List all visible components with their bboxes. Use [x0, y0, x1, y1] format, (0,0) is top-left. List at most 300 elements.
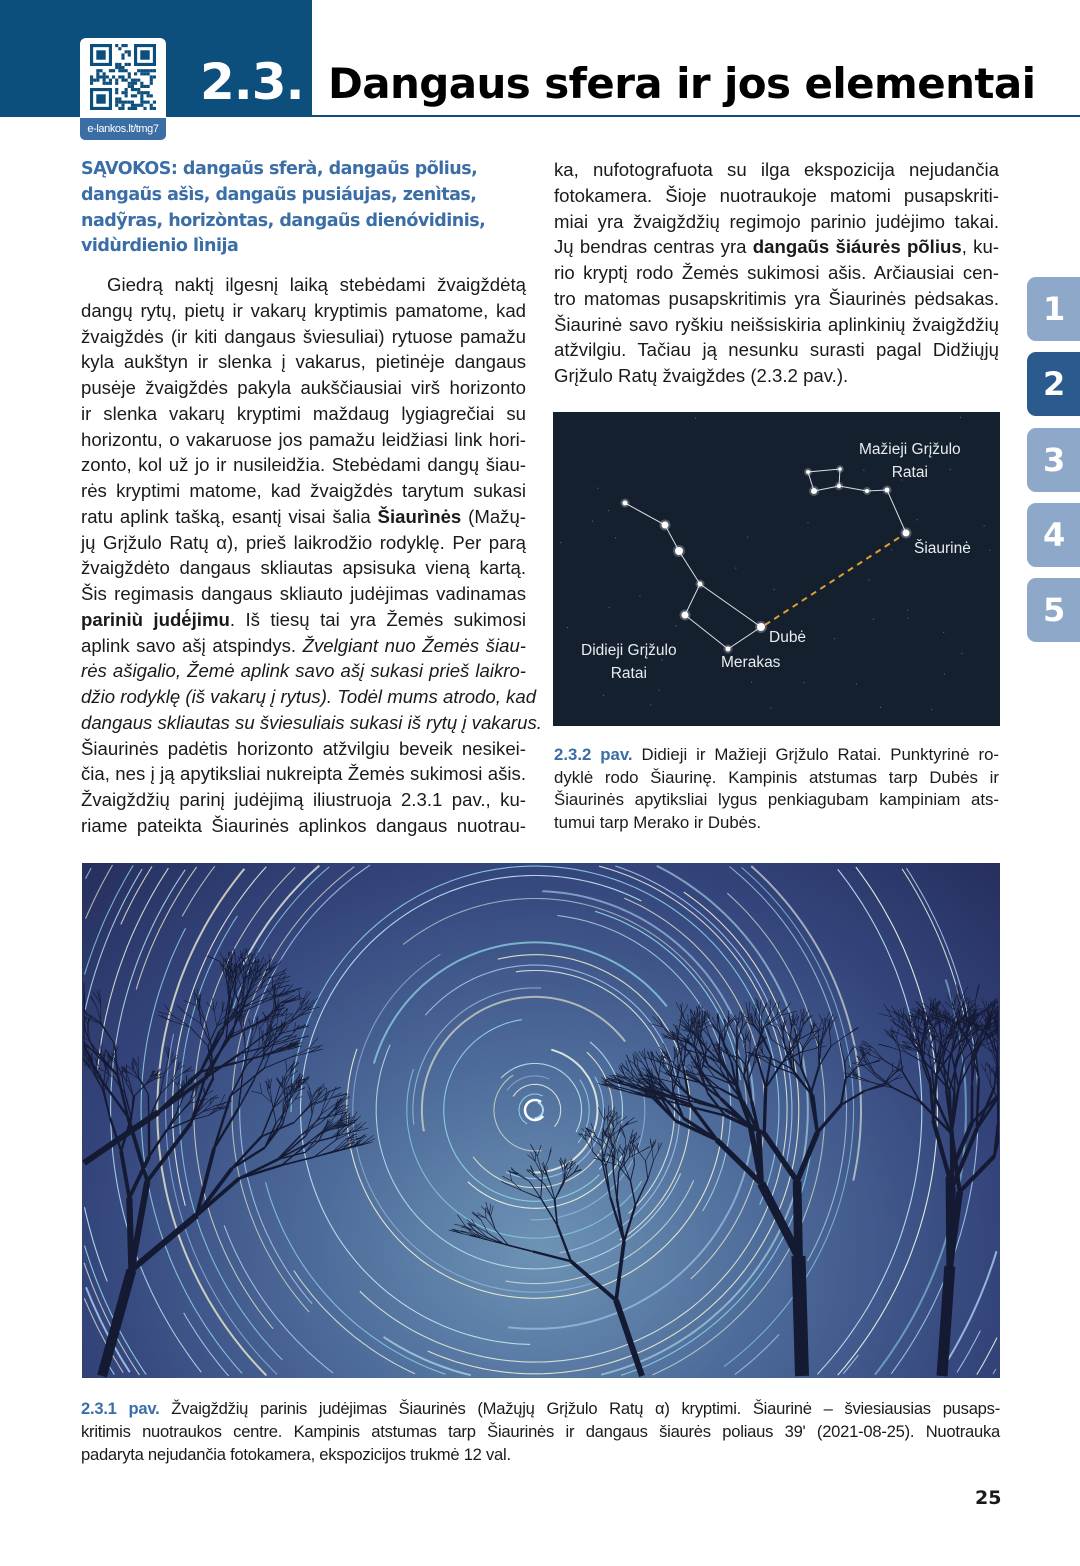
qr-module [143, 85, 146, 88]
background-star [943, 632, 944, 633]
label-line: Mažieji Grįžulo [859, 441, 961, 458]
tree-branch [132, 1062, 133, 1070]
tree-branch [273, 1090, 284, 1108]
qr-module [125, 91, 128, 94]
page-number: 25 [975, 1487, 1002, 1509]
tree-branch [490, 1215, 496, 1230]
qr-module [121, 69, 124, 72]
qr-module [106, 75, 109, 78]
tree-branch [705, 1022, 710, 1037]
tree-branch [629, 1151, 641, 1157]
tree-branch [884, 1004, 892, 1017]
background-star [615, 537, 616, 538]
star-trail [85, 869, 142, 1012]
qr-module [115, 44, 118, 47]
text-line [81, 478, 526, 504]
star-trail [444, 1020, 600, 1202]
big-dipper-lines [625, 503, 761, 649]
background-star [984, 525, 985, 526]
background-star [639, 595, 640, 596]
tree-branch [260, 1083, 262, 1094]
star [865, 489, 869, 493]
tree-branch [130, 1073, 141, 1080]
tree-branch [613, 1171, 617, 1199]
background-star [597, 488, 598, 489]
star-trail [501, 1064, 582, 1133]
text-run: atžvilgiu. Tačiau ją nesunku surasti pagal Didžiųjų [554, 339, 999, 361]
qr-finder [96, 94, 105, 103]
figure-caption-2-3-2 [554, 744, 999, 835]
tree-branch [648, 1161, 654, 1179]
text-run: (Mažų- [461, 505, 526, 527]
qr-module [153, 107, 156, 110]
background-star [807, 522, 808, 523]
dipper-diagram [553, 412, 1000, 726]
tree-branch [269, 954, 270, 970]
star-trail [240, 865, 370, 1304]
qr-module [131, 107, 134, 110]
text-line [81, 658, 526, 684]
tree-branch [616, 1300, 642, 1376]
qr-module [121, 104, 124, 107]
qr-module [109, 82, 112, 85]
qr-module [131, 85, 134, 88]
qr-module [153, 101, 156, 104]
concepts-line: nadỹras, horizòntas, dangaũs dienóvidinis, [81, 210, 486, 231]
text-line [81, 349, 526, 375]
tree-branch [646, 1161, 648, 1179]
tree-branch [986, 1062, 992, 1070]
qr-module [115, 101, 118, 104]
background-star [834, 638, 835, 639]
qr-module [147, 85, 150, 88]
tree-branch [865, 1059, 875, 1073]
text-run: rio kryptį rodo Žemės sukimosi ašis. Arčiausiai cen- [554, 262, 999, 283]
text-run: Jų bendras centras yra [554, 236, 753, 258]
tree-branch [184, 1000, 196, 1005]
text-run: Šiaurinė savo ryškiu neišsiskiria aplinkinių žvaigždžių [554, 313, 999, 335]
tree-branch [102, 1270, 131, 1376]
background-star [770, 707, 771, 708]
tree-branch [103, 1090, 110, 1118]
tree-branch [659, 1061, 661, 1077]
star-trail [993, 1369, 996, 1374]
text-line [554, 337, 999, 363]
tree-branch [319, 1102, 325, 1120]
star-trails-photo [82, 863, 1000, 1378]
text-run: horizontu, o vakaruose jos pamažu leidžiasi link hori- [81, 428, 526, 450]
qr-finder [140, 50, 149, 59]
qr-module [115, 91, 118, 94]
tree-branch [764, 1088, 766, 1134]
star [838, 467, 842, 471]
tree-branch [903, 1007, 904, 1018]
star-trail [507, 1076, 549, 1090]
tree-branch [749, 1002, 750, 1017]
qr-module [90, 75, 93, 78]
text-run: žvaigždės (ir kiti dangaus šviesuliai) rytuose pamažu [81, 325, 526, 347]
qr-module [140, 85, 143, 88]
tree-branch [759, 1000, 761, 1013]
background-star [659, 690, 660, 691]
tree-branch [777, 1001, 779, 1015]
text-run: , ku- [961, 236, 999, 258]
qr-module [109, 79, 112, 82]
figure-label: 2.3.2 pav. [554, 745, 633, 764]
qr-module [128, 53, 131, 56]
text-line [81, 298, 526, 324]
tree-branch [631, 1164, 635, 1181]
qr-module [90, 82, 93, 85]
qr-code-icon [90, 44, 156, 110]
text-run: tro matomas pusapskritimis yra Šiaurinės pėdsakas. [554, 287, 999, 309]
body-text-left-column [81, 272, 542, 839]
tree-branch [557, 1225, 571, 1261]
qr-module [121, 79, 124, 82]
tree-branch [831, 1035, 847, 1046]
tree-branch [646, 1149, 652, 1161]
text-line [81, 787, 526, 813]
text-line [554, 363, 999, 389]
qr-module [115, 97, 118, 100]
tree-branch [300, 1122, 321, 1135]
qr-module [140, 97, 143, 100]
tree-branch [949, 1177, 950, 1267]
tree-branch [533, 1252, 571, 1262]
qr-module [125, 79, 128, 82]
tree-branch [308, 1083, 312, 1097]
tree-branch [309, 1049, 324, 1053]
chapter-tab-5[interactable]: 5 [1027, 578, 1080, 642]
qr-module [140, 72, 143, 75]
section-number: 2.3. [200, 53, 304, 111]
text-run: Giedrą naktį ilgesnį laiką stebėdami žvaigždėtą [107, 274, 526, 295]
qr-module [115, 88, 118, 91]
text-line [81, 530, 526, 556]
tree-branch [308, 1038, 318, 1049]
tree-branch [270, 1078, 272, 1089]
background-star [917, 519, 918, 520]
text-line [554, 260, 999, 286]
text-line [81, 427, 526, 453]
tree-branch [841, 1079, 846, 1105]
caption-text: tumui tarp Merako ir Dubės. [554, 813, 762, 833]
qr-module [143, 101, 146, 104]
tree-branch [892, 1062, 893, 1071]
background-star [695, 418, 696, 419]
qr-link[interactable]: e-lankos.lt/tmg7 [80, 118, 166, 140]
text-line [81, 375, 526, 401]
label-merak: Merakas [721, 654, 781, 671]
qr-module [128, 63, 131, 66]
qr-module [143, 91, 146, 94]
star-trail [473, 1052, 612, 1187]
tree-branch [190, 1027, 208, 1046]
text-run: ir slenka vakarų kryptimi maždaug lygiagrečiai su [81, 402, 526, 424]
text-run: ka, nufotografuota su ilga ekspozicija nejudančia [554, 159, 999, 180]
qr-module [134, 107, 137, 110]
star-trail [494, 1075, 542, 1151]
qr-module [140, 91, 143, 94]
star-trail [224, 1226, 333, 1374]
qr-module [150, 82, 153, 85]
tree-branch [133, 1070, 141, 1080]
label-little-dipper [859, 438, 961, 484]
star [675, 547, 683, 555]
qr-module [125, 94, 128, 97]
qr-module [118, 97, 121, 100]
tree-branch [548, 1147, 551, 1159]
tree-branch [637, 1055, 638, 1067]
qr-module [121, 57, 124, 60]
tree-branch [306, 1114, 322, 1136]
caption-text: kritimis nuotraukos centre. Kampinis atstumas tarp Šiaurinės ir dangaus šiaurės poliaus 39' (2021-08-25). Nuotrauka [81, 1422, 1000, 1441]
text-run: Žvaigždžių parinį judėjimą iliustruoja 2.3.1 pav., ku- [81, 789, 526, 810]
tree-branch [214, 1001, 217, 1011]
qr-module [128, 107, 131, 110]
text-run: miai yra žvaigždžių regimojo parinio judėjimo takai. [554, 210, 999, 232]
qr-module [118, 107, 121, 110]
label-dubhe: Dubė [769, 629, 807, 646]
star-trail [347, 1049, 724, 1299]
chapter-tab-4[interactable]: 4 [1027, 503, 1080, 567]
qr-module [118, 69, 121, 72]
qr-module [147, 72, 150, 75]
figure-caption-2-3-1 [81, 1397, 1000, 1466]
tree-branch [747, 1067, 748, 1080]
star-trail [735, 1334, 779, 1374]
tree-branch [101, 1042, 102, 1053]
chapter-tab-1[interactable]: 1 [1027, 277, 1080, 341]
qr-module [150, 94, 153, 97]
qr-module [131, 94, 134, 97]
qr-module [140, 94, 143, 97]
text-line [554, 183, 999, 209]
star [903, 530, 910, 537]
qr-module [125, 101, 128, 104]
tree-branch [761, 1184, 798, 1257]
qr-module [143, 69, 146, 72]
tree-branch [811, 1066, 819, 1094]
tree-branch [298, 1036, 309, 1039]
tree-branch [819, 1030, 826, 1045]
text-run: žvaigždėto dangaus skliautas apsisuka vieną kartą. [81, 557, 526, 579]
tree-branch [135, 1085, 146, 1096]
tree-branch [623, 1148, 625, 1155]
text-line [554, 234, 999, 260]
qr-module [150, 104, 153, 107]
qr-module [109, 69, 112, 72]
background-star [751, 682, 752, 683]
tree-branch [121, 1151, 129, 1198]
star-trail [121, 866, 152, 924]
tree-branch [819, 1045, 820, 1066]
tree-branch [101, 1023, 115, 1044]
star-trail [85, 1207, 108, 1281]
text-line [81, 504, 526, 530]
tree-branch [129, 1198, 131, 1270]
text-line [81, 555, 526, 581]
tree-branch [312, 1100, 316, 1115]
qr-module [131, 82, 134, 85]
tree-branch [180, 1103, 190, 1114]
tree-branch [486, 1218, 496, 1230]
text-line [554, 286, 999, 312]
star-trail [508, 891, 754, 1329]
text-line [81, 272, 526, 298]
qr-module [143, 107, 146, 110]
qr-module [147, 101, 150, 104]
tree-branch [276, 984, 279, 996]
italic-text: rės ašigalio, Žemė aplink savo ašį sukasi prieš laikro- [81, 660, 526, 682]
qr-module [150, 69, 153, 72]
tree-branch [621, 1066, 625, 1076]
background-star [650, 704, 651, 705]
tree-branch [296, 1088, 305, 1092]
qr-module [147, 94, 150, 97]
tree-branch [871, 1050, 884, 1060]
text-run: čia, nes į ją apytiksliai nukreipta Žemės sukimosi ašis. [81, 763, 526, 785]
tree-branch [319, 1138, 332, 1141]
star [837, 484, 841, 488]
star-trail [428, 892, 799, 1374]
background-star [989, 550, 990, 551]
page-title: Dangaus sfera ir jos elementai [328, 59, 1036, 108]
qr-module [112, 69, 115, 72]
tree-branch [503, 1176, 512, 1181]
text-run: riame pateikta Šiaurinės aplinkos dangaus nuotrau- [81, 814, 526, 836]
text-line [554, 312, 999, 338]
pointer-dashed-line [765, 535, 903, 625]
caption-text: padaryta nejudančia fotokamera, ekspozicijos trukmė 12 val. [81, 1445, 511, 1464]
text-run: rės kryptimi matome, kad žvaigždės tarytum sukasi [81, 480, 526, 501]
tree-branch [186, 1014, 201, 1024]
qr-module [128, 85, 131, 88]
text-line [81, 581, 526, 607]
tree-branch [759, 1133, 762, 1184]
tree-branch [942, 1266, 950, 1376]
star [682, 612, 689, 619]
star [623, 501, 628, 506]
caption-text: dyklė rodo Šiaurinę. Kampinis atstumas tarp Dubės ir [554, 767, 999, 787]
text-run: aplink savo ašį atspindys. [81, 634, 303, 656]
qr-code[interactable] [80, 38, 166, 118]
tree-branch [819, 1015, 824, 1026]
text-line [81, 736, 526, 762]
italic-text: džio rodyklę (iš vakarų į rytus). Todėl mums atrodo, kad [81, 686, 537, 707]
tree-branch [616, 1242, 624, 1301]
qr-module [115, 82, 118, 85]
background-star [868, 579, 869, 580]
text-line [81, 813, 526, 839]
star-trail [182, 866, 215, 916]
star-trail [977, 1338, 997, 1375]
qr-module [134, 72, 137, 75]
text-line [81, 684, 537, 710]
chapter-tab-3[interactable]: 3 [1027, 428, 1080, 492]
qr-finder [96, 50, 105, 59]
qr-module [115, 66, 118, 69]
background-star [676, 625, 677, 626]
tree-branch [203, 1107, 213, 1112]
tree-branch [88, 1024, 89, 1037]
qr-module [131, 79, 134, 82]
text-run: Šiaurinės padėtis horizonto atžvilgiu beveik nesikei- [81, 737, 526, 759]
tree-branch [652, 1052, 654, 1063]
star-trail [374, 942, 667, 1063]
tree-branch [878, 1044, 891, 1047]
background-star [804, 682, 805, 683]
tree-branch [612, 1152, 613, 1171]
star [698, 582, 703, 587]
text-run: kyla aukštyn ir slenka į vakarus, pietinėje dangaus [81, 351, 526, 373]
background-star [873, 619, 874, 620]
qr-module [147, 91, 150, 94]
tree-branch [830, 1031, 832, 1046]
tree-branch [764, 1134, 797, 1182]
background-star [891, 549, 892, 550]
star-trail [384, 1337, 471, 1375]
tree-branch [84, 1028, 88, 1037]
bold-term: Šiaurìnės [377, 505, 462, 527]
caption-text: Žvaigždžių parinis judėjimas Šiaurinės (Mažųjų Grįžulo Ratų α) kryptimi. Šiaurinė – šviesiausias pusaps- [159, 1399, 1000, 1418]
qr-module [128, 72, 131, 75]
qr-module [93, 79, 96, 82]
star-trail [86, 868, 92, 879]
qr-module [143, 72, 146, 75]
qr-module [125, 44, 128, 47]
star-trail [724, 867, 854, 1366]
qr-module [121, 91, 124, 94]
tree-branch [867, 1064, 876, 1077]
qr-module [150, 75, 153, 78]
star [885, 488, 890, 493]
background-star [907, 609, 908, 610]
text-line [81, 633, 526, 659]
body-text-right-column [554, 157, 999, 389]
tree-branch [234, 949, 236, 960]
qr-module [96, 79, 99, 82]
tree-branch [308, 1045, 323, 1049]
qr-module [96, 75, 99, 78]
star-trails-image [82, 863, 1000, 1378]
tree-branch [799, 1256, 803, 1376]
tree-branch [91, 996, 96, 1006]
qr-module [125, 69, 128, 72]
concepts-line: SĄVOKOS: dangaũs sferà, dangaũs põlius, [81, 159, 478, 179]
tree-branch [817, 1105, 841, 1133]
text-line [81, 324, 526, 350]
background-star [603, 695, 604, 696]
qr-module [118, 75, 121, 78]
tree-branch [161, 1015, 172, 1021]
chapter-tab-2[interactable]: 2 [1027, 352, 1080, 416]
tree-branch [485, 1208, 486, 1219]
background-star [880, 707, 881, 708]
background-star [774, 589, 775, 590]
background-star [608, 510, 609, 511]
tree-branch [981, 1063, 986, 1071]
qr-module [134, 94, 137, 97]
tree-branch [251, 1091, 262, 1094]
star [757, 623, 765, 631]
tree-branch [147, 1123, 191, 1181]
tree-branch [635, 1179, 647, 1205]
text-line [81, 761, 526, 787]
tree-branch [172, 1052, 173, 1063]
text-line [81, 401, 526, 427]
italic-text: Žvelgiant nuo Žemės šiau- [302, 634, 526, 656]
